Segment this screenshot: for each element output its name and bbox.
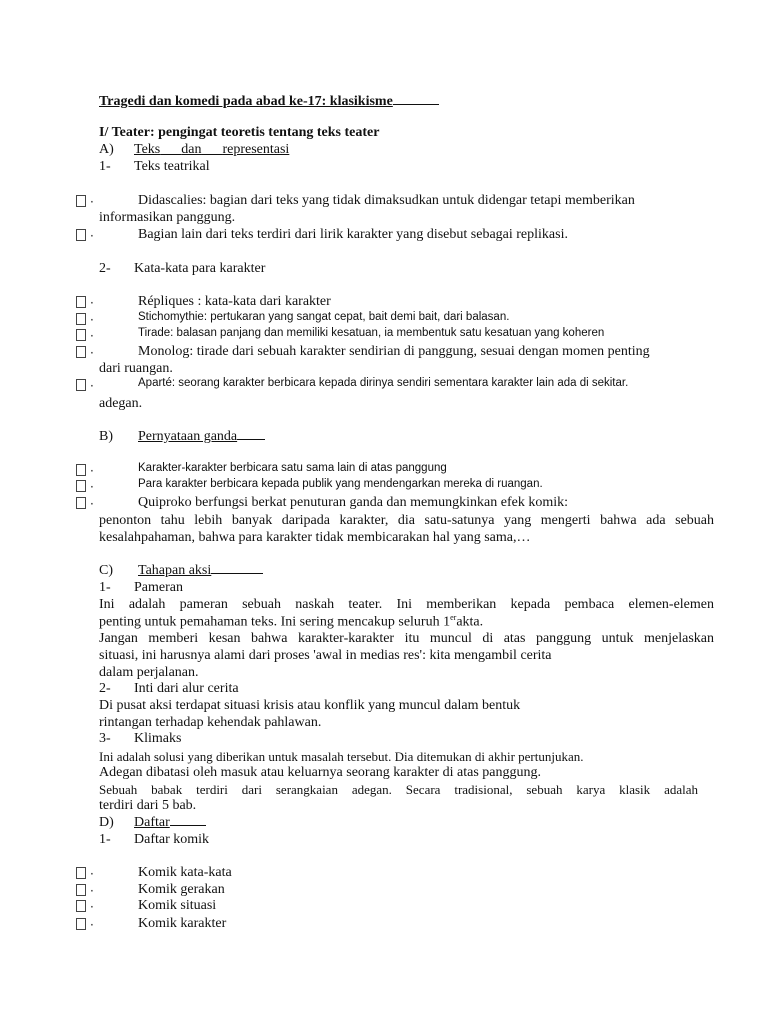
- item-number: 2-: [99, 681, 111, 696]
- bullet-icon: ·: [76, 464, 94, 477]
- paragraph-line: Répliques : kata-kata dari karakter: [138, 294, 331, 309]
- paragraph-line: Tirade: balasan panjang dan memiliki kesatuan, ia membentuk satu kesatuan yang koheren: [138, 327, 605, 339]
- paragraph-line: Bagian lain dari teks terdiri dari lirik karakter yang disebut sebagai replikasi.: [138, 227, 568, 242]
- item-number: 3-: [99, 731, 111, 746]
- bullet-icon: ·: [76, 884, 94, 897]
- item-number: 2-: [99, 261, 111, 276]
- paragraph-line: Stichomythie: pertukaran yang sangat cepat, bait demi bait, dari balasan.: [138, 311, 510, 323]
- paragraph-line: situasi, ini harusnya alami dari proses 'awal in medias res': kita mengambil cerita: [99, 648, 552, 663]
- bullet-icon: ·: [76, 867, 94, 880]
- bullet-icon: ·: [76, 918, 94, 931]
- item-title: Inti dari alur cerita: [134, 681, 239, 696]
- paragraph-line: Quiproko berfungsi berkat penuturan ganda dan memungkinkan efek komik:: [138, 495, 568, 510]
- bullet-icon: ·: [76, 900, 94, 913]
- bullet-icon: ·: [76, 296, 94, 309]
- paragraph-line: informasikan panggung.: [99, 210, 236, 225]
- item-number: 1-: [99, 832, 111, 847]
- item-title: Pameran: [134, 580, 183, 595]
- subsection-label-d: D): [99, 815, 114, 830]
- list-item: Komik kata-kata: [138, 865, 232, 880]
- paragraph-line: rintangan terhadap kehendak pahlawan.: [99, 715, 322, 730]
- paragraph-line: terdiri dari 5 bab.: [99, 798, 197, 813]
- item-number: 1-: [99, 580, 111, 595]
- list-item: Komik karakter: [138, 916, 227, 931]
- paragraph-line: Adegan dibatasi oleh masuk atau keluarnya seorang karakter di atas panggung.: [99, 765, 542, 780]
- document-title: Tragedi dan komedi pada abad ke-17: klasikisme: [99, 95, 439, 109]
- paragraph-line: Ini adalah solusi yang diberikan untuk masalah tersebut. Dia ditemukan di akhir pertunjukan.: [99, 749, 584, 764]
- bullet-icon: ·: [76, 229, 94, 242]
- bullet-icon: ·: [76, 329, 94, 342]
- bullet-icon: ·: [76, 379, 94, 392]
- item-title: Daftar komik: [134, 832, 210, 847]
- paragraph-line: adegan.: [99, 396, 143, 411]
- list-item: Komik gerakan: [138, 882, 225, 897]
- paragraph-line: kesalahpahaman, bahwa para karakter tidak membicarakan hal yang sama,…: [99, 530, 531, 545]
- subsection-title-d: Daftar: [134, 816, 206, 830]
- subsection-label-c: C): [99, 563, 113, 578]
- subsection-title-a: Teks dan representasi: [134, 142, 290, 157]
- paragraph-line: penting untuk pemahaman teks. Ini sering mencakup seluruh 1erakta.: [99, 613, 484, 630]
- list-item: Komik situasi: [138, 898, 217, 913]
- paragraph-line: Monolog: tirade dari sebuah karakter sendirian di panggung, sesuai dengan momen penting: [138, 344, 650, 359]
- paragraph-line: Ini adalah pameran sebuah naskah teater. Ini memberikan kepada pembaca elemen-elemen: [99, 597, 714, 612]
- subsection-label-b: B): [99, 429, 113, 444]
- paragraph-line: Di pusat aksi terdapat situasi krisis atau konflik yang muncul dalam bentuk: [99, 698, 521, 713]
- paragraph-line: dalam perjalanan.: [99, 665, 199, 680]
- subsection-title-c: Tahapan aksi: [138, 564, 263, 578]
- bullet-icon: ·: [76, 195, 94, 208]
- item-title: Kata-kata para karakter: [134, 261, 266, 276]
- bullet-icon: ·: [76, 497, 94, 510]
- bullet-icon: ·: [76, 313, 94, 326]
- paragraph-line: Para karakter berbicara kepada publik yang mendengarkan mereka di ruangan.: [138, 478, 543, 490]
- paragraph-line: Didascalies: bagian dari teks yang tidak dimaksudkan untuk didengar tetapi memberikan: [138, 193, 635, 208]
- paragraph-line: Karakter-karakter berbicara satu sama lain di atas panggung: [138, 462, 447, 474]
- bullet-icon: ·: [76, 480, 94, 493]
- subsection-title-b: Pernyataan ganda: [138, 430, 265, 444]
- item-title: Teks teatrikal: [134, 159, 210, 174]
- paragraph-line: Jangan memberi kesan bahwa karakter-karakter itu muncul di atas panggung untuk menjelaskan: [99, 631, 714, 646]
- subsection-label-a: A): [99, 142, 114, 157]
- item-number: 1-: [99, 159, 111, 174]
- bullet-icon: ·: [76, 346, 94, 359]
- item-title: Klimaks: [134, 731, 182, 746]
- paragraph-line: dari ruangan.: [99, 361, 173, 376]
- section-heading: I/ Teater: pengingat teoretis tentang teks teater: [99, 125, 380, 140]
- paragraph-line: Sebuah babak terdiri dari serangkaian adegan. Secara tradisional, sebuah karya klasik adalah: [99, 782, 698, 797]
- paragraph-line: penonton tahu lebih banyak daripada karakter, dia satu-satunya yang mengerti bahwa ada sebuah: [99, 513, 714, 528]
- paragraph-line: Aparté: seorang karakter berbicara kepada dirinya sendiri sementara karakter lain ada di sekitar.: [138, 377, 629, 389]
